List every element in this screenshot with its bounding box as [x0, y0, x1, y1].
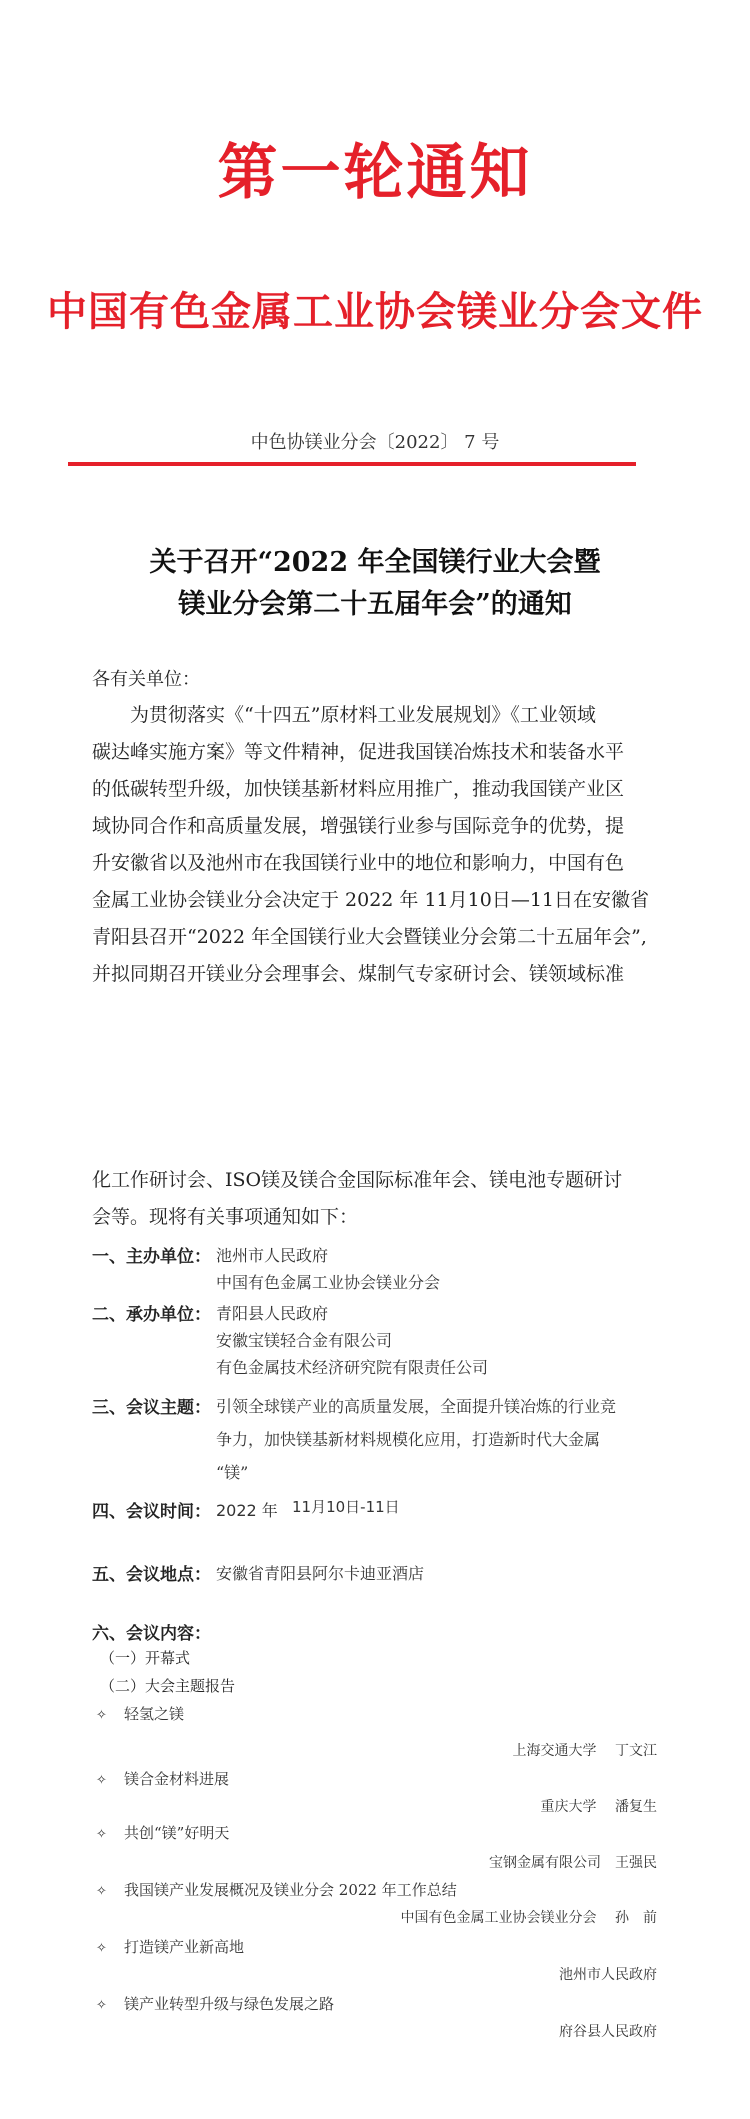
host-label: 一、主办单位：	[92, 1247, 211, 1267]
paragraph-line: 升安徽省以及池州市在我国镁行业中的地位和影响力，中国有色	[92, 852, 625, 874]
paragraph-line: 的低碳转型升级，加快镁基新材料应用推广，推动我国镁产业区	[92, 778, 625, 800]
report-title-text: 轻氢之镁	[124, 1705, 185, 1723]
report-speaker: 上海交通大学 丁文江	[512, 1743, 657, 1759]
red-divider-line	[68, 462, 636, 466]
report-title-text: 镁产业转型升级与绿色发展之路	[124, 1995, 335, 2013]
notice-title-line-1: 关于召开“2022 年全国镁行业大会暨	[149, 547, 601, 578]
organizer-label: 二、承办单位：	[92, 1305, 211, 1325]
paragraph-line: 化工作研讨会、ISO镁及镁合金国际标准年会、镁电池专题研讨	[92, 1169, 623, 1191]
report-title	[96, 1993, 334, 2014]
report-title-text: 共创“镁”好明天	[124, 1824, 230, 1842]
report-title-text: 镁合金材料进展	[124, 1770, 230, 1788]
paragraph-line: 碳达峰实施方案》等文件精神，促进我国镁冶炼技术和装备水平	[92, 741, 625, 763]
paragraph-line: 域协同合作和高质量发展，增强镁行业参与国际竞争的优势，提	[92, 815, 625, 837]
document-number: 中色协镁业分会〔2022〕 7 号	[250, 432, 500, 453]
salutation: 各有关单位：	[92, 669, 200, 690]
diamond-bullet-icon: ✧	[96, 1884, 107, 1899]
report-title	[96, 1879, 457, 1900]
organizer-value: 青阳县人民政府	[216, 1304, 329, 1323]
venue-label: 五、会议地点：	[92, 1565, 211, 1585]
paragraph-line: 会等。现将有关事项通知如下：	[92, 1206, 359, 1228]
diamond-bullet-icon: ✧	[96, 1941, 107, 1956]
organizer-value: 有色金属技术经济研究院有限责任公司	[216, 1358, 489, 1377]
content-label: 六、会议内容：	[92, 1624, 211, 1644]
report-title-text: 我国镁产业发展概况及镁业分会 2022 年工作总结	[124, 1881, 457, 1899]
report-speaker: 中国有色金属工业协会镁业分会 孙 前	[400, 1910, 657, 1926]
report-title-text: 打造镁产业新高地	[124, 1938, 245, 1956]
host-value: 中国有色金属工业协会镁业分会	[216, 1273, 441, 1292]
diamond-bullet-icon: ✧	[96, 1708, 107, 1723]
report-speaker: 重庆大学 潘复生	[540, 1799, 657, 1815]
agenda-item-keynotes: （二）大会主题报告	[100, 1677, 236, 1695]
report-title	[96, 1936, 244, 1957]
diamond-bullet-icon: ✧	[96, 1827, 107, 1842]
paragraph-line: 青阳县召开“2022 年全国镁行业大会暨镁业分会第二十五届年会”,	[92, 926, 647, 948]
report-title	[96, 1703, 184, 1724]
report-title	[96, 1768, 229, 1789]
diamond-bullet-icon: ✧	[96, 1998, 107, 2013]
organizer-value: 安徽宝镁轻合金有限公司	[216, 1331, 393, 1350]
report-title	[96, 1822, 229, 1843]
notice-title-line-2: 镁业分会第二十五届年会”的通知	[178, 589, 572, 620]
report-speaker: 宝钢金属有限公司 王强民	[489, 1855, 657, 1871]
theme-text: 引领全球镁产业的高质量发展，全面提升镁冶炼的行业竞	[216, 1397, 617, 1416]
time-label: 四、会议时间：	[92, 1502, 211, 1522]
theme-label: 三、会议主题：	[92, 1398, 211, 1418]
main-title: 第一轮通知	[217, 138, 533, 208]
paragraph-line: 并拟同期召开镁业分会理事会、煤制气专家研讨会、镁领域标准	[92, 963, 625, 985]
diamond-bullet-icon: ✧	[96, 1773, 107, 1788]
host-value: 池州市人民政府	[216, 1246, 329, 1265]
report-speaker: 府谷县人民政府	[559, 2024, 657, 2040]
theme-text: “镁”	[216, 1463, 249, 1482]
time-year: 2022 年	[216, 1501, 278, 1520]
paragraph-line: 金属工业协会镁业分会决定于 2022 年 11月10日—11日在安徽省	[92, 889, 650, 911]
time-dates: 11月10日-11日	[292, 1498, 400, 1516]
paragraph-line: 为贯彻落实《“十四五”原材料工业发展规划》《工业领域	[130, 704, 596, 726]
org-document-title: 中国有色金属工业协会镁业分会文件	[47, 289, 703, 335]
agenda-item-opening: （一）开幕式	[100, 1649, 191, 1667]
report-speaker: 池州市人民政府	[559, 1967, 657, 1983]
theme-text: 争力，加快镁基新材料规模化应用，打造新时代大金属	[216, 1430, 601, 1449]
venue-value: 安徽省青阳县阿尔卡迪亚酒店	[216, 1564, 425, 1583]
